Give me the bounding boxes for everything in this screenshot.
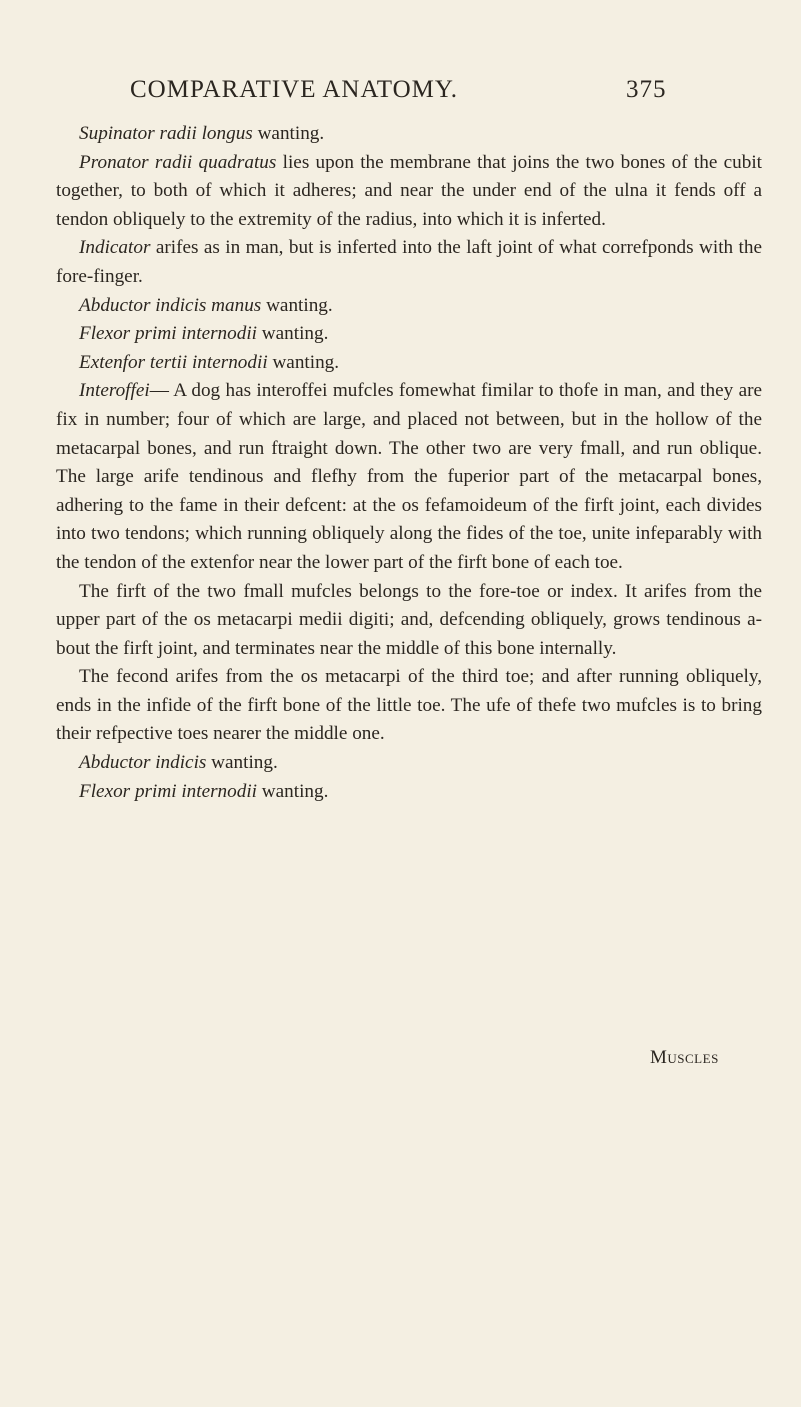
muscle-term: Pronator radii quadratus — [79, 151, 277, 173]
paragraph — [56, 749, 762, 778]
muscle-term: Extenfor tertii internodii — [79, 351, 268, 373]
paragraph — [56, 234, 762, 291]
paragraph — [56, 663, 762, 749]
paragraph-text: wanting. — [261, 294, 333, 316]
muscle-term: Abductor indicis — [79, 752, 207, 774]
body-text — [56, 120, 762, 806]
paragraph-text: wanting. — [252, 123, 325, 144]
paragraph-text: The firft of the two fmall mufcles belongs to the fore-toe or index. It arifes from the upper part of the os metacarpi medii digiti; and, defcending obliquely, grows tendinous about the firft joint, and terminates near the middle of this bone internally. — [56, 580, 762, 659]
paragraph-text: lies upon the membrane that joins the two bones of the cubit together, to both of which it adheres; and near the under end of the ulna it fends off a tendon obliquely to the extremity of the radius, into which it is inferted. — [56, 151, 762, 230]
muscle-term: Flexor primi internodii — [79, 780, 257, 802]
paragraph-text: wanting. — [257, 323, 329, 345]
paragraph-text: wanting. — [267, 351, 340, 373]
muscle-term: Indicator — [79, 237, 151, 259]
paragraph-text: wanting. — [206, 752, 278, 774]
paragraph — [56, 292, 762, 321]
paragraph-text: The fecond arifes from the os metacarpi of the third toe; and after running obliquely, ends in the infide of the firft bone of the little toe. The ufe of thefe two mufcles is to bring their refpective toes nearer the middle one. — [56, 666, 762, 745]
paragraph — [56, 778, 762, 807]
muscle-term: Supinator radii longus — [79, 123, 253, 144]
paragraph-text: — A dog has interoffei mufcles fomewhat fimilar to thofe in man, and they are fix in number; four of which are large, and placed not between, but in the hollow of the metacarpal bones, and run ftraight down. The other two are very fmall, and run oblique. The large arife tendinous and flefhy from the fuperior part of the metacarpal bones, adhering to the fame in their defcent: at the os fefamoideum of the firft joint, each divides into two tendons; which running obliquely along the fides of the toe, unite infeparably with the tendon of the extenfor near the lower part of the firft bone of each toe. — [56, 380, 762, 573]
paragraph — [56, 578, 762, 664]
paragraph — [56, 120, 762, 149]
muscle-term: Abductor indicis manus — [79, 294, 262, 316]
paragraph-text: arifes as in man, but is inferted into the laft joint of what correfponds with the fore-finger. — [56, 237, 762, 287]
paragraph — [56, 377, 762, 577]
running-head-title: COMPARATIVE ANATOMY. — [130, 76, 458, 103]
muscle-term: Flexor primi internodii — [79, 323, 257, 345]
catchword: Muscles — [650, 1047, 719, 1068]
page-number: 375 — [626, 76, 667, 103]
paragraph — [56, 320, 762, 349]
paragraph-text: wanting. — [257, 780, 329, 802]
muscle-term: Interoffei — [79, 380, 150, 402]
paragraph — [56, 149, 762, 235]
paragraph — [56, 349, 762, 378]
